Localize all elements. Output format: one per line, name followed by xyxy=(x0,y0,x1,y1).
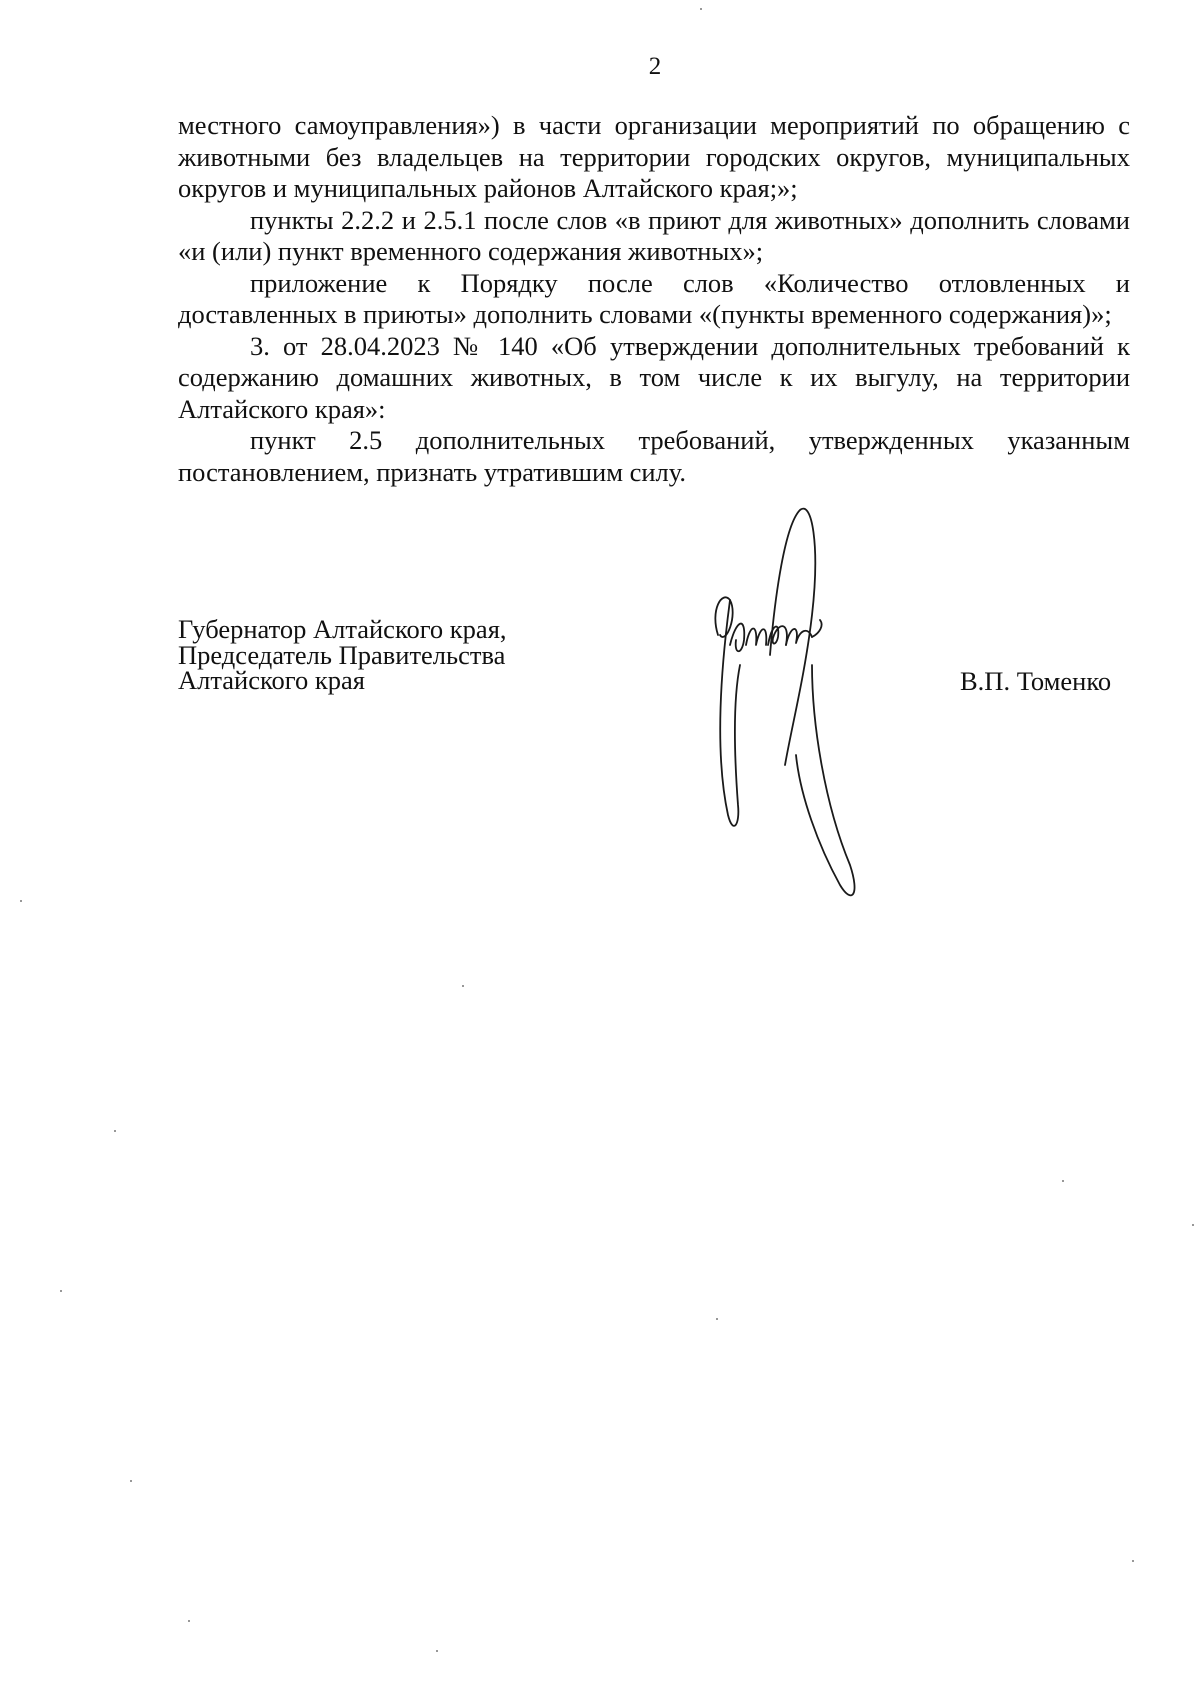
scan-speck xyxy=(1062,1180,1064,1182)
scan-speck xyxy=(20,900,22,902)
scan-speck xyxy=(700,8,702,10)
scan-speck xyxy=(1192,1224,1194,1226)
document-body xyxy=(178,110,1130,488)
scan-speck xyxy=(130,1480,132,1482)
scan-speck xyxy=(716,1318,718,1320)
paragraph-amendment-appendix: приложение к Порядку после слов «Количество отловленных и доставленных в приюты» дополнить словами «(пункты временного содержания)»; xyxy=(178,267,1130,329)
paragraph-repeal: пункт 2.5 дополнительных требований, утвержденных указанным постановлением, признать утратившим силу. xyxy=(178,425,1130,487)
signatory-title-block xyxy=(178,614,507,695)
signatory-title-line: Председатель Правительства xyxy=(178,639,506,670)
paragraph-item-3: 3. от 28.04.2023 № 140 «Об утверждении дополнительных требований к содержанию домашних животных, в том числе к их выгулу, на территории Алтайского края»: xyxy=(178,330,1130,424)
paragraph-continuation: местного самоуправления») в части организации мероприятий по обращению с животными без владельцев на территории городских округов, муниципальных округов и муниципальных районов Алтайского края;»; xyxy=(178,110,1130,203)
page-number: 2 xyxy=(648,53,662,80)
signatory-title-line: Алтайского края xyxy=(178,665,365,695)
scan-speck xyxy=(188,1620,190,1622)
handwritten-signature xyxy=(700,505,870,905)
signatory-title-line: Губернатор Алтайского края, xyxy=(178,614,507,644)
scan-speck xyxy=(436,1650,438,1652)
signer-name: В.П. Томенко xyxy=(960,666,1112,696)
scan-speck xyxy=(114,1130,116,1132)
paragraph-amendment-points: пункты 2.2.2 и 2.5.1 после слов «в приют для животных» дополнить словами «и (или) пункт временного содержания животных»; xyxy=(178,204,1130,266)
scan-speck xyxy=(462,985,464,987)
scan-speck xyxy=(1132,1560,1134,1562)
scan-speck xyxy=(60,1290,62,1292)
